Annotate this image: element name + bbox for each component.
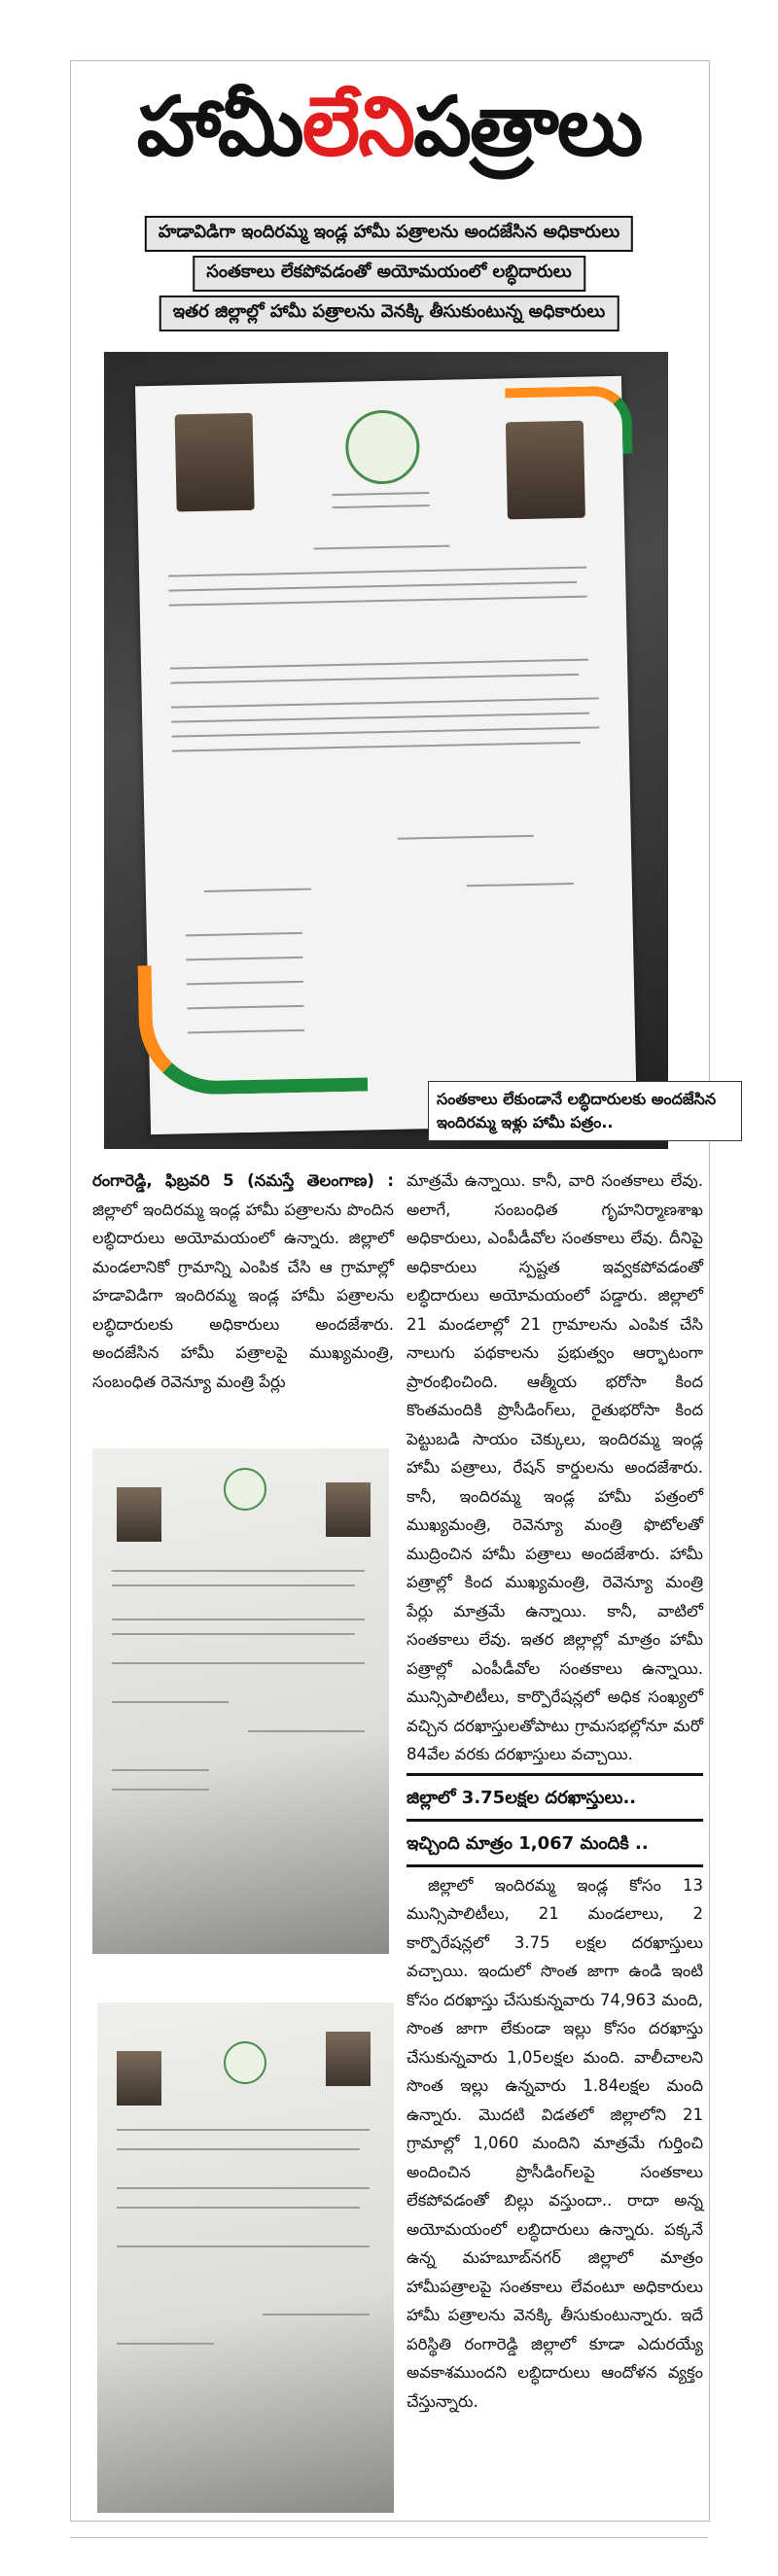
doc-line (112, 1701, 229, 1703)
doc-line (117, 2207, 360, 2209)
main-photo (104, 352, 668, 1149)
doc-line (168, 567, 586, 577)
dateline: రంగారెడ్డి, ఫిబ్రవరి 5 (నమస్తే తెలంగాణ) : (92, 1171, 394, 1190)
doc-line (112, 1619, 365, 1620)
article-text-left: జిల్లాలో ఇందిరమ్మ ఇండ్ల హామీ పత్రాలను పొందిన లబ్ధిదారులు అయోమయంలో ఉన్నారు. జిల్లాలో మండలానికో గ్రామాన్ని ఎంపిక చేసి ఆ గ్రామాల్లో హడావిడిగా ఇందిరమ్మ ఇండ్ల హామీ పత్రాలను లబ్ధిదారులకు అధికారులు అందజేశారు. అందజేసిన హామీ పత్రాలపై ముఖ్యమంత్రి, సంబంధిత రెవెన్యూ మంత్రి పేర్లు (92, 1200, 394, 1391)
doc-line (263, 2314, 370, 2315)
state-emblem-icon (345, 409, 421, 485)
headline-part-3: పత్రాలు (413, 78, 642, 174)
section-rule (407, 1773, 703, 1776)
minister-portrait (326, 2032, 371, 2086)
doc-line (467, 883, 574, 887)
section-rule (407, 1864, 703, 1867)
state-emblem-icon (224, 1468, 266, 1511)
headline-part-2: లేని (301, 78, 414, 174)
tricolor-ribbon-bottom (137, 960, 368, 1096)
doc-line (171, 697, 599, 708)
doc-line (172, 742, 581, 752)
doc-line (117, 2343, 214, 2345)
headline (0, 78, 778, 194)
doc-line (332, 492, 429, 496)
doc-line (204, 888, 311, 892)
doc-line (398, 835, 534, 840)
guarantee-document-photo (135, 376, 637, 1134)
document-photo-2 (92, 1448, 389, 1954)
doc-line (117, 2148, 360, 2150)
doc-line (112, 1662, 365, 1664)
deck-3: ఇతర జిల్లాల్లో హామీ పత్రాలను వెనక్కి తీసుకుంటున్న అధికారులు (159, 296, 619, 331)
doc-line (333, 505, 430, 508)
subhead-2: ఇచ్చింది మాత్రం 1,067 మందికి .. (407, 1832, 649, 1854)
doc-line (168, 581, 577, 592)
doc-line (171, 713, 589, 723)
doc-line (117, 2129, 370, 2131)
section-rule (407, 1819, 703, 1822)
article-column-left (92, 1166, 394, 1396)
cm-portrait (117, 1487, 161, 1542)
doc-line (172, 726, 600, 737)
page-divider (70, 2537, 708, 2538)
headline-part-1: హామీ (136, 78, 302, 174)
article-paragraph (92, 1166, 394, 1396)
doc-line (186, 957, 302, 961)
subhead-1: జిల్లాలో 3.75లక్షల దరఖాస్తులు.. (407, 1787, 637, 1808)
doc-line (248, 1730, 365, 1732)
article-column-right (407, 1166, 703, 2416)
doc-line (112, 1789, 209, 1791)
doc-line (117, 2245, 370, 2247)
cm-portrait (175, 413, 255, 512)
doc-line (170, 674, 579, 684)
doc-line (117, 2187, 370, 2189)
doc-line (112, 1570, 365, 1572)
minister-portrait (506, 421, 585, 520)
doc-line (112, 1584, 355, 1586)
minister-portrait (326, 1482, 371, 1537)
document-photo-3 (97, 2002, 394, 2513)
doc-line (112, 1633, 355, 1635)
photo-caption: సంతకాలు లేకుండానే లబ్ధిదారులకు అందజేసిన ఇందిరమ్మ ఇళ్లు హామీ పత్రం.. (428, 1081, 742, 1141)
doc-line (186, 932, 302, 937)
doc-line (169, 596, 587, 607)
doc-line (112, 1769, 209, 1771)
doc-line (314, 545, 450, 550)
cm-portrait (117, 2051, 161, 2106)
article-text-right-1: మాత్రమే ఉన్నాయి. కానీ, వారి సంతకాలు లేవు. అలాగే, సంబంధిత గృహనిర్మాణశాఖ అధికారులు, ఎంపీడీవోల సంతకాలు లేవు. దీనిపై అధికారులు స్పష్టత ఇవ్వకపోవడంతో లబ్ధిదారులు అయోమయంలో పడ్డారు. జిల్లాలో 21 మండలాల్లో 21 గ్రామాలను ఎంపిక చేసి నాలుగు పథకాలను ప్రభుత్వం ఆర్భాటంగా ప్రారంభించింది. ఆత్మీయ భరోసా కింద కొంతమందికి ప్రొసీడింగ్‌లు, రైతుభరోసా కింద పెట్టుబడి సాయం చెక్కులు, ఇందిరమ్మ ఇండ్ల హామీ పత్రాలు, రేషన్ కార్డులను అందజేశారు. కానీ, ఇందిరమ్మ ఇండ్ల హామీ పత్రంలో ముఖ్యమంత్రి, రెవెన్యూ మంత్రి ఫొటోలతో ముద్రించిన హామీ పత్రాలు అందజేశారు. హామీ పత్రాల్లో కింద ముఖ్యమంత్రి, రెవెన్యూ మంత్రి పేర్లు మాత్రమే ఉన్నాయి. కానీ, వాటిలో సంతకాలు లేవు. ఇతర జిల్లాల్లో మాత్రం హామీ పత్రాల్లో ఎంపీడీవోల సంతకాలు ఉన్నాయి. మున్సిపాలిటీలు, కార్పొరేషన్లలో అధిక సంఖ్యలో వచ్చిన దరఖాస్తులతోపాటు గ్రామసభల్లోనూ మరో 84వేల వరకు దరఖాస్తులు వచ్చాయి. (407, 1171, 703, 1763)
deck-1: హడావిడిగా ఇందిరమ్మ ఇండ్ల హామీ పత్రాలను అందజేసిన అధికారులు (145, 216, 633, 252)
deck-2: సంతకాలు లేకపోవడంతో అయోమయంలో లబ్ధిదారులు (193, 256, 585, 292)
article-text-right-2: జిల్లాలో ఇందిరమ్మ ఇండ్ల కోసం 13 మున్సిపాలిటీలు, 21 మండలాలు, 2 కార్పొరేషన్లలో 3.75 లక్షల దరఖాస్తులు వచ్చాయి. ఇందులో సొంత జాగా ఉండి ఇంటి కోసం దరఖాస్తు చేసుకున్నవారు 74,963 మంది, సొంత జాగా లేకుండా ఇల్లు కోసం దరఖాస్తు చేసుకున్నవారు 1,05లక్షల మంది. వాలీచాలని సొంత ఇల్లు ఉన్నవారు 1.84లక్షల మంది ఉన్నారు. మొదటి విడతలో జిల్లాలోని 21 గ్రామాల్లో 1,060 మందిని మాత్రమే గుర్తించి అందించిన ప్రొసీడింగ్‌లపై సంతకాలు లేకపోవడంతో బిల్లు వస్తుందా.. రాదా అన్న అయోమయంలో లబ్ధిదారులు ఉన్నారు. పక్కనే ఉన్న మహబూబ్‌నగర్ జిల్లాలో మాత్రం హామీపత్రాలపై సంతకాలు లేవంటూ అధికారులు హామీ పత్రాలను వెనక్కి తీసుకుంటున్నారు. ఇదే పరిస్థితి రంగారెడ్డి జిల్లాలో కూడా ఎదురయ్యే అవకాశముందని లబ్ధిదారులు ఆందోళన వ్యక్తం చేస్తున్నారు. (407, 1875, 703, 2411)
doc-line (170, 659, 588, 670)
state-emblem-icon (224, 2041, 266, 2084)
